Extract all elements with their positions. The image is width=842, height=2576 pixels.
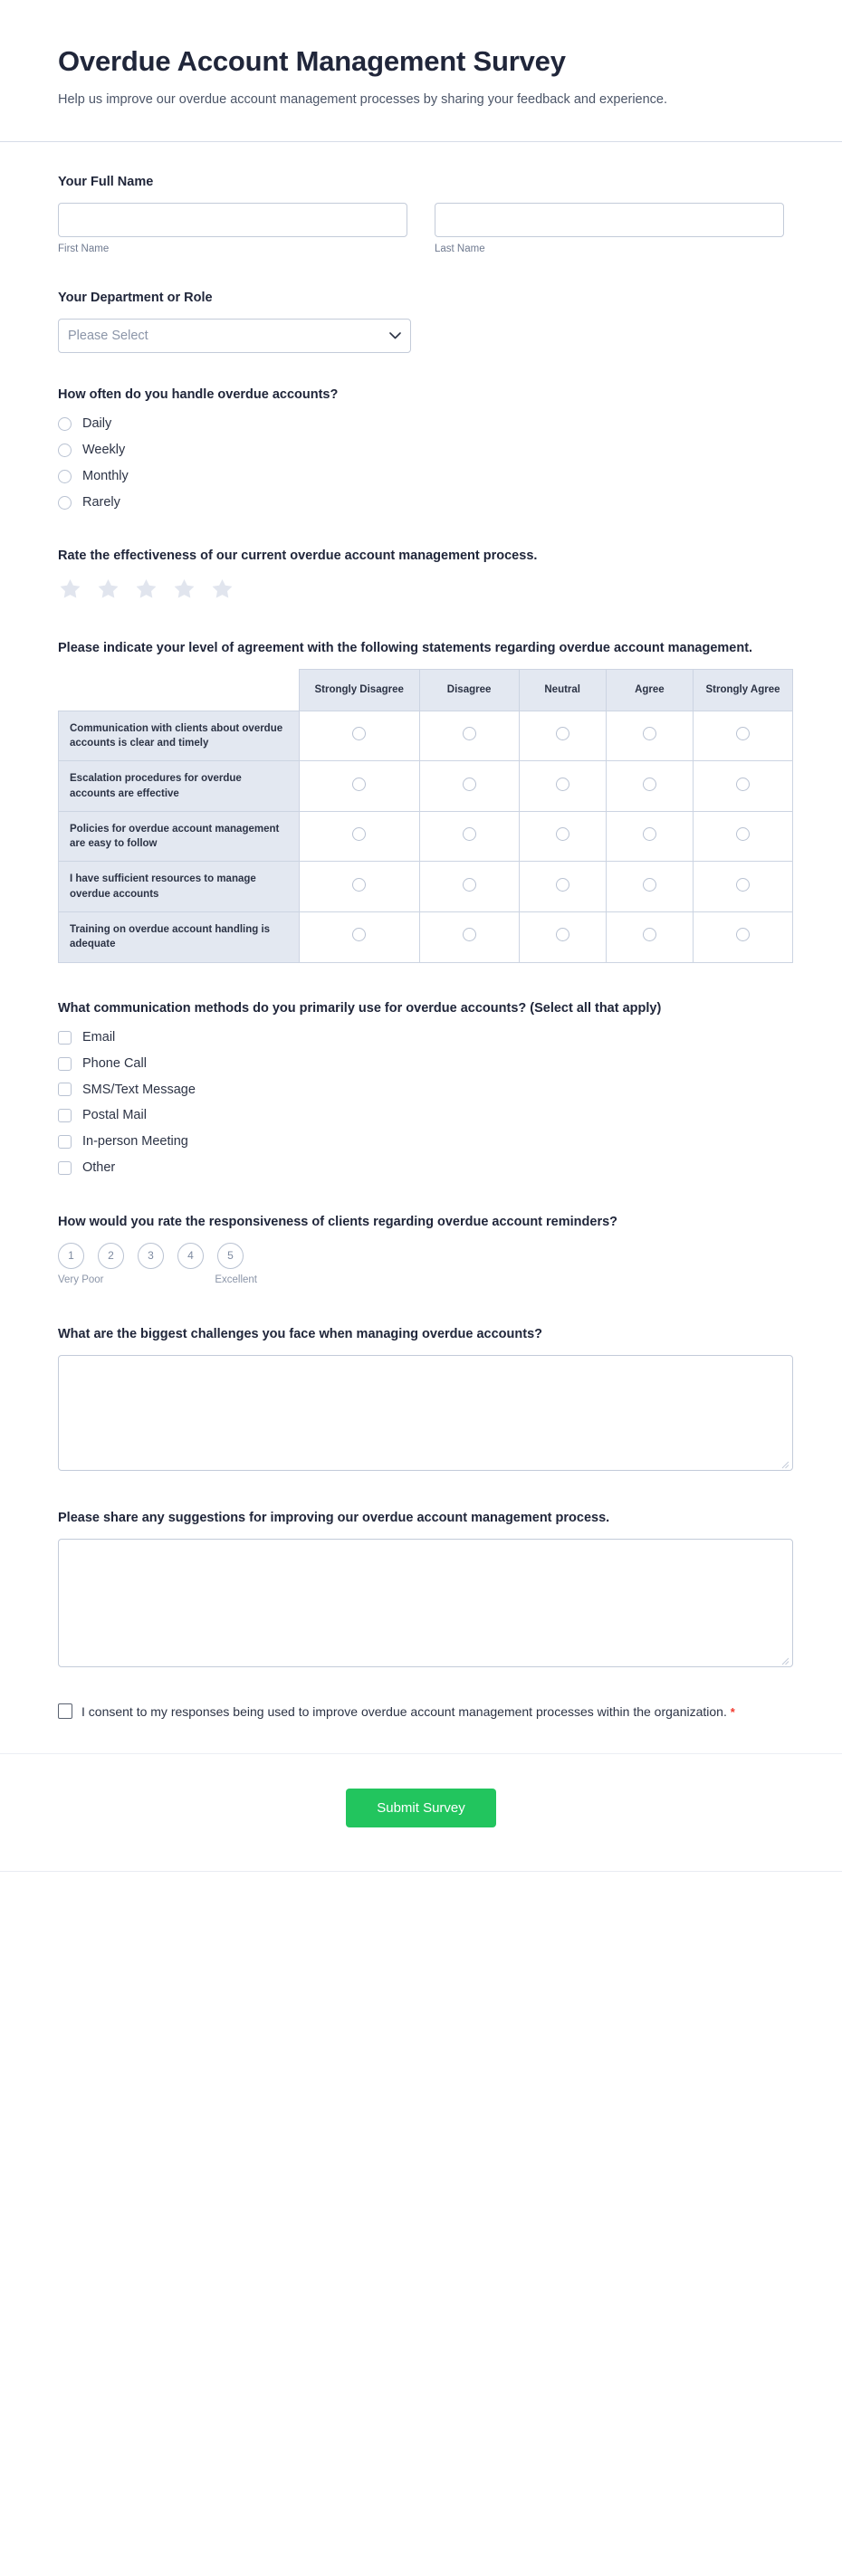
department-label: Your Department or Role <box>58 291 213 306</box>
matrix-row-label: Policies for overdue account management are easy to follow <box>59 811 300 862</box>
checkbox-icon[interactable] <box>58 1161 72 1175</box>
scale-option-1[interactable]: 1 <box>58 1243 84 1269</box>
checkbox-label: Email <box>82 1029 116 1045</box>
matrix-cell[interactable] <box>519 862 606 912</box>
matrix-cell[interactable] <box>694 761 793 812</box>
checkbox-icon[interactable] <box>58 1109 72 1122</box>
radio-option-daily[interactable] <box>58 415 784 433</box>
matrix-cell[interactable] <box>299 811 419 862</box>
matrix-cell[interactable] <box>419 761 519 812</box>
radio-label: Weekly <box>82 442 126 457</box>
radio-icon[interactable] <box>556 878 569 892</box>
radio-icon[interactable] <box>352 827 366 841</box>
radio-icon[interactable] <box>352 727 366 740</box>
radio-icon[interactable] <box>643 928 656 941</box>
field-agreement-matrix <box>58 639 784 963</box>
radio-icon[interactable] <box>352 878 366 892</box>
field-frequency <box>58 386 784 510</box>
checkbox-option-in-person-meeting[interactable] <box>58 1133 784 1150</box>
matrix-cell[interactable] <box>519 912 606 963</box>
matrix-cell[interactable] <box>299 761 419 812</box>
star-icon[interactable] <box>96 577 120 601</box>
star-icon[interactable] <box>210 577 234 601</box>
checkbox-icon[interactable] <box>58 1135 72 1149</box>
submit-button[interactable]: Submit Survey <box>346 1789 496 1827</box>
checkbox-option-email[interactable] <box>58 1029 784 1046</box>
matrix-column-header: Disagree <box>419 669 519 711</box>
checkbox-label: Phone Call <box>82 1055 147 1071</box>
responsiveness-scale <box>58 1243 784 1285</box>
radio-icon[interactable] <box>463 778 476 791</box>
field-department <box>58 289 784 353</box>
radio-icon[interactable] <box>736 778 750 791</box>
matrix-cell[interactable] <box>419 711 519 761</box>
scale-row <box>58 1243 784 1269</box>
form-body <box>0 142 842 1722</box>
matrix-cell[interactable] <box>694 912 793 963</box>
suggestions-textarea-wrap <box>58 1539 793 1667</box>
full-name-label: Your Full Name <box>58 175 154 190</box>
matrix-cell[interactable] <box>519 711 606 761</box>
communication-methods-options <box>58 1029 784 1177</box>
matrix-corner-cell <box>59 669 300 711</box>
required-marker: * <box>730 1704 735 1719</box>
matrix-cell[interactable] <box>299 862 419 912</box>
bottom-rule <box>0 1871 842 1872</box>
table-row <box>59 862 793 912</box>
communication-methods-label: What communication methods do you primarily use for overdue accounts? (Select all that apply) <box>58 1000 662 1016</box>
responsiveness-scale-label: How would you rate the responsiveness of clients regarding overdue account reminders? <box>58 1214 618 1229</box>
radio-icon[interactable] <box>736 827 750 841</box>
checkbox-label: Other <box>82 1160 116 1176</box>
radio-icon[interactable] <box>556 928 569 941</box>
field-effectiveness-rating <box>58 547 784 600</box>
checkbox-icon[interactable] <box>58 1031 72 1045</box>
radio-icon[interactable] <box>643 778 656 791</box>
page-title: Overdue Account Management Survey <box>58 45 566 77</box>
suggestions-label: Please share any suggestions for improving our overdue account management process. <box>58 1510 610 1525</box>
matrix-column-header: Neutral <box>519 669 606 711</box>
consent-row <box>58 1702 764 1722</box>
matrix-header-row <box>59 669 793 711</box>
matrix-body <box>59 711 793 962</box>
matrix-cell[interactable] <box>519 811 606 862</box>
form-header <box>0 0 842 141</box>
name-row <box>58 203 784 254</box>
field-consent <box>58 1702 784 1722</box>
matrix-cell[interactable] <box>519 761 606 812</box>
scale-low-label: Very Poor <box>58 1274 104 1285</box>
checkbox-option-sms[interactable] <box>58 1082 784 1099</box>
radio-label: Daily <box>82 416 112 432</box>
checkbox-label: Postal Mail <box>82 1108 147 1123</box>
radio-icon[interactable] <box>556 827 569 841</box>
scale-legend <box>58 1274 257 1285</box>
scale-option-5[interactable]: 5 <box>217 1243 244 1269</box>
last-name-input[interactable] <box>435 203 784 237</box>
matrix-cell[interactable] <box>694 711 793 761</box>
radio-label: Monthly <box>82 468 129 483</box>
first-name-input[interactable] <box>58 203 407 237</box>
matrix-cell[interactable] <box>606 862 693 912</box>
matrix-cell[interactable] <box>419 811 519 862</box>
matrix-cell[interactable] <box>299 711 419 761</box>
matrix-column-header: Agree <box>606 669 693 711</box>
department-select-wrap <box>58 319 411 353</box>
matrix-column-header: Strongly Disagree <box>299 669 419 711</box>
checkbox-label: In-person Meeting <box>82 1134 188 1150</box>
matrix-column-header: Strongly Agree <box>694 669 793 711</box>
radio-icon[interactable] <box>463 878 476 892</box>
last-name-sublabel: Last Name <box>435 243 485 255</box>
page-subtitle: Help us improve our overdue account management processes by sharing your feedback and experience. <box>58 91 668 107</box>
field-full-name <box>58 173 784 254</box>
radio-icon[interactable] <box>643 727 656 740</box>
radio-icon[interactable] <box>736 878 750 892</box>
field-suggestions <box>58 1509 784 1667</box>
radio-icon[interactable] <box>463 928 476 941</box>
field-challenges <box>58 1325 784 1471</box>
last-name-group <box>435 203 784 254</box>
radio-icon[interactable] <box>556 778 569 791</box>
scale-option-2[interactable]: 2 <box>98 1243 124 1269</box>
effectiveness-rating-label: Rate the effectiveness of our current overdue account management process. <box>58 549 538 564</box>
checkbox-option-postal-mail[interactable] <box>58 1107 784 1124</box>
frequency-label: How often do you handle overdue accounts? <box>58 387 339 403</box>
challenges-textarea-wrap <box>58 1355 793 1471</box>
matrix-cell[interactable] <box>606 811 693 862</box>
consent-checkbox-icon[interactable] <box>58 1703 72 1719</box>
table-row <box>59 761 793 812</box>
matrix-header <box>59 669 793 711</box>
star-icon[interactable] <box>58 577 82 601</box>
checkbox-icon[interactable] <box>58 1083 72 1096</box>
radio-icon[interactable] <box>736 928 750 941</box>
scale-high-label: Excellent <box>215 1274 257 1285</box>
form-footer <box>0 1754 842 1871</box>
radio-option-rarely[interactable] <box>58 494 784 511</box>
checkbox-option-phone-call[interactable] <box>58 1055 784 1073</box>
radio-option-monthly[interactable] <box>58 468 784 485</box>
challenges-textarea[interactable] <box>58 1355 793 1471</box>
radio-icon[interactable] <box>463 827 476 841</box>
challenges-label: What are the biggest challenges you face when managing overdue accounts? <box>58 1326 543 1341</box>
matrix-cell[interactable] <box>419 912 519 963</box>
matrix-cell[interactable] <box>694 862 793 912</box>
radio-icon[interactable] <box>58 444 72 457</box>
matrix-cell[interactable] <box>606 711 693 761</box>
radio-icon[interactable] <box>736 727 750 740</box>
suggestions-textarea[interactable] <box>58 1539 793 1667</box>
consent-label: I consent to my responses being used to improve overdue account management processes within the organization. <box>81 1703 727 1719</box>
radio-icon[interactable] <box>643 827 656 841</box>
matrix-cell[interactable] <box>299 912 419 963</box>
field-responsiveness-scale <box>58 1213 784 1285</box>
table-row <box>59 711 793 761</box>
radio-icon[interactable] <box>58 417 72 431</box>
star-icon[interactable] <box>172 577 196 601</box>
checkbox-option-other[interactable] <box>58 1159 784 1177</box>
table-row <box>59 811 793 862</box>
scale-option-4[interactable]: 4 <box>177 1243 204 1269</box>
table-row <box>59 912 793 963</box>
checkbox-icon[interactable] <box>58 1057 72 1071</box>
first-name-sublabel: First Name <box>58 243 110 255</box>
matrix-cell[interactable] <box>419 862 519 912</box>
frequency-options <box>58 415 784 510</box>
radio-icon[interactable] <box>352 928 366 941</box>
radio-option-weekly[interactable] <box>58 442 784 459</box>
radio-icon[interactable] <box>58 470 72 483</box>
department-select[interactable]: Please Select <box>58 319 411 353</box>
star-icon[interactable] <box>134 577 158 601</box>
radio-label: Rarely <box>82 494 120 510</box>
radio-icon[interactable] <box>58 496 72 510</box>
radio-icon[interactable] <box>556 727 569 740</box>
first-name-group <box>58 203 407 254</box>
radio-icon[interactable] <box>643 878 656 892</box>
matrix-cell[interactable] <box>606 761 693 812</box>
field-communication-methods <box>58 999 784 1177</box>
star-rating <box>58 577 784 601</box>
scale-option-3[interactable]: 3 <box>138 1243 164 1269</box>
checkbox-label: SMS/Text Message <box>82 1082 196 1097</box>
radio-icon[interactable] <box>352 778 366 791</box>
matrix-row-label: Escalation procedures for overdue accounts are effective <box>59 761 300 812</box>
matrix-row-label: Training on overdue account handling is adequate <box>59 912 300 963</box>
radio-icon[interactable] <box>463 727 476 740</box>
agreement-matrix-table <box>58 669 793 963</box>
matrix-cell[interactable] <box>606 912 693 963</box>
matrix-cell[interactable] <box>694 811 793 862</box>
matrix-row-label: I have sufficient resources to manage overdue accounts <box>59 862 300 912</box>
matrix-row-label: Communication with clients about overdue accounts is clear and timely <box>59 711 300 761</box>
agreement-matrix-label: Please indicate your level of agreement with the following statements regarding overdue account management. <box>58 640 753 655</box>
agreement-matrix-wrap <box>58 669 784 963</box>
